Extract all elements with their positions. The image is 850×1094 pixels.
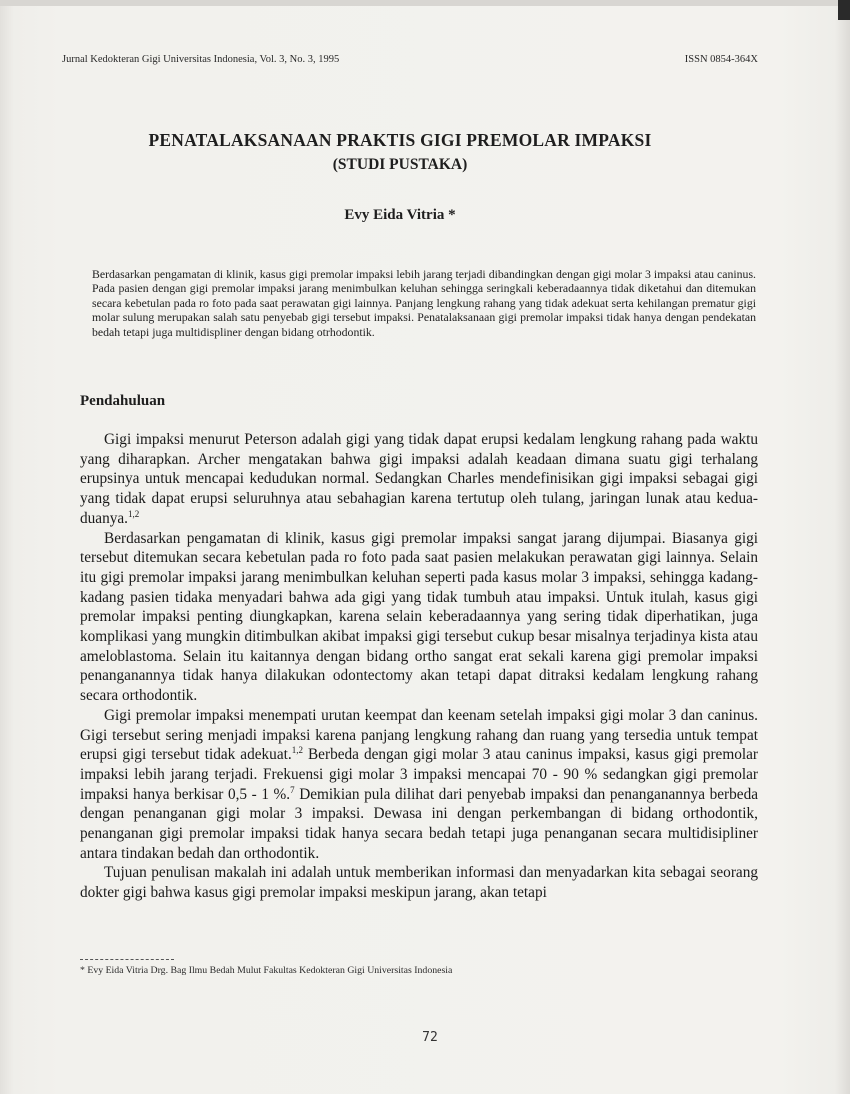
issn: ISSN 0854-364X xyxy=(684,54,758,65)
page-top-edge xyxy=(0,0,850,6)
paragraph-1 xyxy=(80,430,758,529)
citation-ref: 1,2 xyxy=(128,508,140,519)
paragraph-3-text-b: Berbeda dengan gigi molar 3 atau caninus impaksi, kasus gigi premolar impaksi lebih jarang terjadi. Frekuensi gigi molar 3 impaksi mencapai 70 - 90 % sedangkan gigi premolar impaksi hanya berkisar 0,5 - 1 %. xyxy=(80,746,759,803)
journal-citation: Jurnal Kedokteran Gigi Universitas Indonesia, Vol. 3, No. 3, 1995 xyxy=(62,54,340,65)
paragraph-4 xyxy=(80,863,758,902)
abstract: Berdasarkan pengamatan di klinik, kasus gigi premolar impaksi lebih jarang terjadi dibandingkan dengan gigi molar 3 impaksi atau caninus. Pada pasien dengan gigi premolar impaksi jarang menimbulkan keluhan sehingga seringkali keberadaannya tidak diketahui dan ditemukan secara kebetulan pada ro foto pada saat perawatan gigi lainnya. Panjang lengkung rahang yang tidak adekuat serta kehilangan prematur gigi molar sulung merupakan salah satu penyebab gigi tersebut impaksi. Penatalaksanaan gigi premolar impaksi tidak hanya dengan pendekatan bedah tetapi juga multidispliner dengan bidang otrhodontik. xyxy=(92,267,756,339)
paragraph-3-text-c: Demikian pula dilihat dari penyebab impaksi dan penanganannya berbeda dengan penanganan gigi molar 3 impaksi. Dewasa ini dengan perkembangan di bidang orthodontik, penanganan gigi premolar impaksi tidak hanya secara bedah tetapi juga penanganan secara multidisipliner antara tindakan bedah dan orthodontik. xyxy=(80,785,759,862)
footnote: * Evy Eida Vitria Drg. Bag Ilmu Bedah Mulut Fakultas Kedokteran Gigi Universitas Indonesia xyxy=(80,965,453,976)
article-author: Evy Eida Vitria * xyxy=(344,207,456,223)
paragraph-3-text-a: Gigi premolar impaksi menempati urutan keempat dan keenam setelah impaksi gigi molar 3 dan caninus. Gigi tersebut sering menjadi impaksi karena panjang lengkung rahang dan ruang yang tersedia untuk tempat erupsi gigi tersebut tidak adekuat. xyxy=(80,706,758,764)
paragraph-1-text: Gigi impaksi menurut Peterson adalah gigi yang tidak dapat erupsi kedalam lengkung rahang pada waktu yang diharapkan. Archer mengatakan bahwa gigi impaksi adalah keadaan dimana suatu gigi terhalang erupsinya untuk mencapai kedudukan normal. Sedangkan Charles mendefinisikan gigi impaksi sebagai gigi yang tidak dapat erupsi seluruhnya atau sebahagian karena tertutup oleh tulang, jaringan lunak atau kedua-duanya. xyxy=(80,431,758,527)
article-title: PENATALAKSANAAN PRAKTIS GIGI PREMOLAR IMPAKSI xyxy=(148,130,652,150)
body-text xyxy=(80,430,758,903)
citation-ref: 7 xyxy=(290,784,295,795)
corner-mark xyxy=(838,0,850,20)
footnote-rule xyxy=(80,959,174,960)
page-number: 72 xyxy=(422,1030,438,1045)
citation-ref: 1,2 xyxy=(291,745,303,756)
paragraph-2 xyxy=(80,529,758,706)
paragraph-4-text: Tujuan penulisan makalah ini adalah untuk memberikan informasi dan menyadarkan kita sebagai seorang dokter gigi bahwa kasus gigi premolar impaksi meskipun jarang, akan tetapi xyxy=(80,864,758,902)
paragraph-3 xyxy=(80,706,758,864)
journal-header xyxy=(62,54,758,65)
article-subtitle: (STUDI PUSTAKA) xyxy=(332,156,468,173)
paragraph-2-text: Berdasarkan pengamatan di klinik, kasus gigi premolar impaksi sangat jarang dijumpai. Biasanya gigi tersebut ditemukan secara kebetulan pada ro foto pada saat pasien melakukan perawatan gigi lainnya. Selain itu gigi premolar impaksi jarang menimbulkan keluhan seperti pada kasus molar 3 impaksi, sehingga kadang-kadang pasien tidaka menyadari bahwa ada gigi yang tidak tumbuh atau impaksi. Untuk itulah, kasus gigi premolar impaksi penting diungkapkan, karena selain keberadaannya yang sering tidak diperhatikan, juga komplikasi yang mungkin ditimbulkan akibat impaksi gigi tersebut cukup besar misalnya terjadinya kista atau ameloblastoma. Selain itu kaitannya dengan bidang ortho sangat erat sekali karena gigi premolar impaksi penanganannya tidak hanya dilakukan odontectomy akan tetapi dapat ditraksi kedalam lengkung rahang secara orthodontik. xyxy=(80,529,758,705)
section-heading: Pendahuluan xyxy=(80,393,166,409)
